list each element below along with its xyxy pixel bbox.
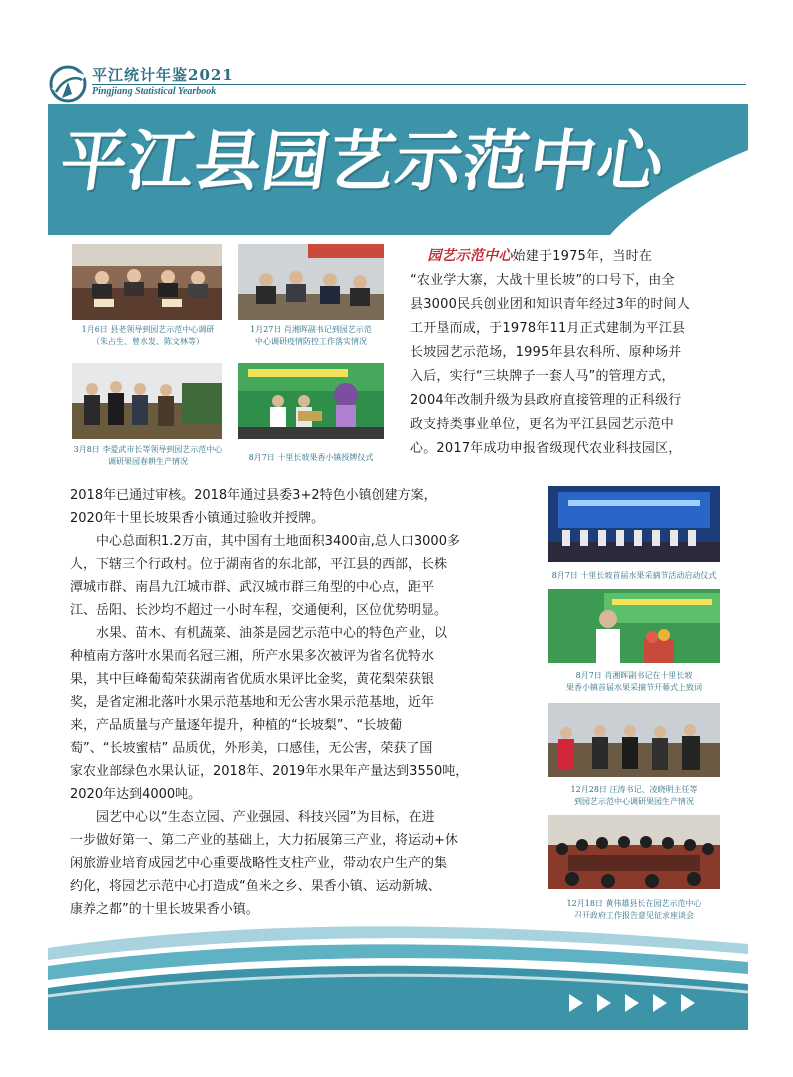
intro-first-line: 园艺示范中心始建于1975年，当时在 <box>427 248 653 264</box>
body-line: 果，其中巨峰葡萄荣获湖南省优质水果评比金奖，黄花梨荣获银 <box>70 672 435 687</box>
photo-caption: 1月6日 县老领导到园艺示范中心调研 （朱占生、曾水发、陈文林等） <box>81 325 215 346</box>
intro-line: 长坡园艺示范场，1995年县农科所、原种场并 <box>410 345 682 360</box>
body-line: 闲旅游业培育成园艺中心重要战略性支柱产业，带动农户生产的集 <box>70 856 448 871</box>
body-line: 萄”、“长坡蜜桔” 品质优，外形美，口感佳，无公害，荣获了国 <box>70 741 433 756</box>
body-line: 2020年十里长坡果香小镇通过验收并授牌。 <box>70 511 325 526</box>
body-line: 约化，将园艺示范中心打造成“鱼米之乡、果香小镇、运动新城、 <box>70 879 441 894</box>
intro-line: 工开垦而成，于1978年11月正式建制为平江县 <box>410 321 686 336</box>
body-line: 家农业部绿色水果认证，2018年、2019年水果年产量达到3550吨， <box>70 764 469 779</box>
photo-picking-festival-launch <box>548 486 720 562</box>
photo-caption: 8月7日 十里长坡首届水果采摘节活动启动仪式 <box>551 571 717 580</box>
body-line: 奖，是省定湘北落叶水果示范基地和无公害水果示范基地，近年 <box>70 695 435 710</box>
photo-caption: 12月28日 汪涛书记、凌晓明主任等 到园艺示范中心调研果园生产情况 <box>570 785 698 806</box>
intro-line: 县3000民兵创业团和知识青年经过3年的时间人 <box>410 297 690 312</box>
intro-paragraph <box>410 244 748 461</box>
yearbook-title: 平江统计年鉴2021 <box>92 66 234 84</box>
play-arrows-icon <box>565 990 715 1016</box>
intro-line: “农业学大寨，大战十里长坡”的口号下，由全 <box>410 273 675 288</box>
photo-orchard-survey <box>72 363 222 439</box>
body-line: 潭城市群、南昌九江城市群、武汉城市群三角型的中心点，距平 <box>70 580 435 595</box>
intro-line: 入后，实行“三块牌子一套人马”的管理方式， <box>410 369 675 384</box>
photo-epidemic-inspection <box>238 244 384 320</box>
body-line: 康养之都”的十里长坡果香小镇。 <box>70 902 259 917</box>
intro-line: 2004年改制升级为县政府直接管理的正科级行 <box>410 393 682 408</box>
body-line: 2018年已通过审核。2018年通过县委3+2特色小镇创建方案， <box>70 488 437 503</box>
photo-caption: 12月18日 黄伟雄县长在园艺示范中心 召开政府工作报告意见征求座谈会 <box>566 899 702 920</box>
page-title: 平江县园艺示范中心 <box>55 123 670 200</box>
intro-line: 政支持类事业单位，更名为平江县园艺示范中 <box>410 417 675 432</box>
lead-highlight: 园艺示范中心 <box>427 248 513 264</box>
body-line: 江、岳阳、长沙均不超过一小时车程，交通便利，区位优势明显。 <box>70 603 448 618</box>
body-line: 一步做好第一、第二产业的基础上，大力拓展第三产业，将运动+休 <box>70 833 458 848</box>
body-line: 种植南方落叶水果而名冠三湘，所产水果多次被评为省名优特水 <box>70 649 435 664</box>
photo-town-plaque <box>238 363 384 439</box>
header-divider <box>92 84 746 85</box>
body-line: 园艺中心以“生态立园、产业强园、科技兴园”为目标，在进 <box>70 810 435 825</box>
photo-leaders-meeting <box>72 244 222 320</box>
yearbook-subtitle: Pingjiang Statistical Yearbook <box>92 86 217 97</box>
photo-caption: 8月7日 肖湘晖副书记在十里长坡 果香小镇首届水果采摘节开幕式上致词 <box>566 671 702 692</box>
body-text <box>70 484 530 921</box>
photo-symposium <box>548 815 720 889</box>
body-line: 2020年达到4000吨。 <box>70 787 202 802</box>
photo-orchard-visit <box>548 703 720 777</box>
photo-opening-speech <box>548 589 720 663</box>
photo-caption: 3月8日 李爱武市长等领导到园艺示范中心 调研果园春耕生产情况 <box>73 445 223 466</box>
photo-caption: 8月7日 十里长坡果香小镇授牌仪式 <box>248 453 374 462</box>
yearbook-logo-icon <box>48 64 88 104</box>
body-line: 水果、苗木、有机蔬菜、油茶是园艺示范中心的特色产业，以 <box>70 626 448 641</box>
body-line: 中心总面积1.2万亩，其中国有土地面积3400亩,总人口3000多 <box>70 534 460 549</box>
footer-wave-decoration <box>0 900 793 1077</box>
photo-caption: 1月27日 肖湘晖副书记到园艺示范 中心调研疫情防控工作落实情况 <box>250 325 372 346</box>
body-line: 来，产品质量与产量逐年提升，种植的“长坡梨”、“长坡葡 <box>70 718 403 733</box>
intro-line: 心。2017年成功申报省级现代农业科技园区， <box>410 441 682 456</box>
body-line: 人，下辖三个行政村。位于湖南省的东北部，平江县的西部，长株 <box>70 557 448 572</box>
